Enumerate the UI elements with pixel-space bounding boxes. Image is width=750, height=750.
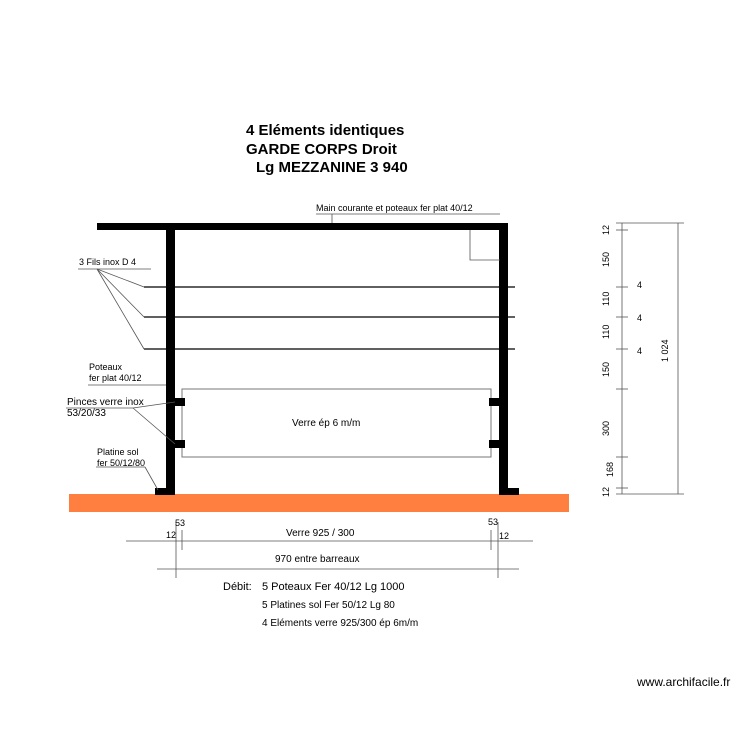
dim-h-glass: Verre 925 / 300: [286, 528, 355, 539]
dim-h-right-53: 53: [488, 517, 499, 527]
title-line-2: GARDE CORPS Droit: [246, 141, 397, 158]
dim-v-300: 300: [601, 420, 611, 436]
floor-slab: [69, 494, 569, 512]
left-post: [166, 223, 175, 495]
dim-v-12-top: 12: [601, 224, 611, 235]
dim-h-between: 970 entre barreaux: [275, 554, 360, 565]
clamp-right-bottom: [489, 440, 499, 448]
dim-v-total: 1 024: [660, 339, 670, 362]
dim-h-left-53: 53: [175, 518, 186, 528]
wires-label: 3 Fils inox D 4: [79, 257, 137, 267]
title-line-1: 4 Eléments identiques: [246, 122, 405, 139]
dim-wire-1: 4: [637, 280, 643, 290]
left-base-plate: [155, 488, 175, 495]
debit-line-3: 4 Eléments verre 925/300 ép 6m/m: [262, 618, 419, 629]
clamp-left-top: [175, 398, 185, 406]
handrail: [97, 223, 508, 230]
clamps-label-2: 53/20/33: [67, 408, 106, 419]
posts-label-2: fer plat 40/12: [89, 373, 142, 383]
base-label-2: fer 50/12/80: [97, 458, 146, 468]
clamp-right-top: [489, 398, 499, 406]
clamp-left-bottom: [175, 440, 185, 448]
watermark: www.archifacile.fr: [637, 675, 731, 689]
base-leader: [96, 467, 158, 490]
dim-v-150-a: 150: [601, 251, 611, 267]
posts-label-1: Poteaux: [89, 362, 123, 372]
debit-line-1: 5 Poteaux Fer 40/12 Lg 1000: [262, 581, 405, 593]
dim-v-168: 168: [605, 461, 615, 477]
dim-wire-3: 4: [637, 346, 643, 356]
wires-leader: [78, 269, 151, 349]
debit-label: Débit:: [223, 581, 252, 593]
dim-wire-2: 4: [637, 313, 643, 323]
dim-v-110-a: 110: [601, 291, 611, 306]
right-post: [499, 223, 508, 495]
dim-v-150-b: 150: [601, 361, 611, 377]
right-base-plate: [499, 488, 519, 495]
dim-h-left-12: 12: [166, 530, 177, 540]
handrail-leader: [316, 214, 500, 260]
vertical-dimension-lines: [616, 223, 684, 494]
dim-h-right-12: 12: [499, 531, 510, 541]
handrail-label: Main courante et poteaux fer plat 40/12: [316, 203, 473, 213]
clamps-label-1: Pinces verre inox: [67, 397, 144, 408]
dim-v-110-b: 110: [601, 324, 611, 339]
glass-label: Verre ép 6 m/m: [292, 418, 361, 429]
base-label-1: Platine sol: [97, 447, 139, 457]
dim-v-12-bottom: 12: [601, 486, 611, 497]
title-line-3: Lg MEZZANINE 3 940: [256, 159, 408, 176]
debit-line-2: 5 Platines sol Fer 50/12 Lg 80: [262, 600, 395, 611]
